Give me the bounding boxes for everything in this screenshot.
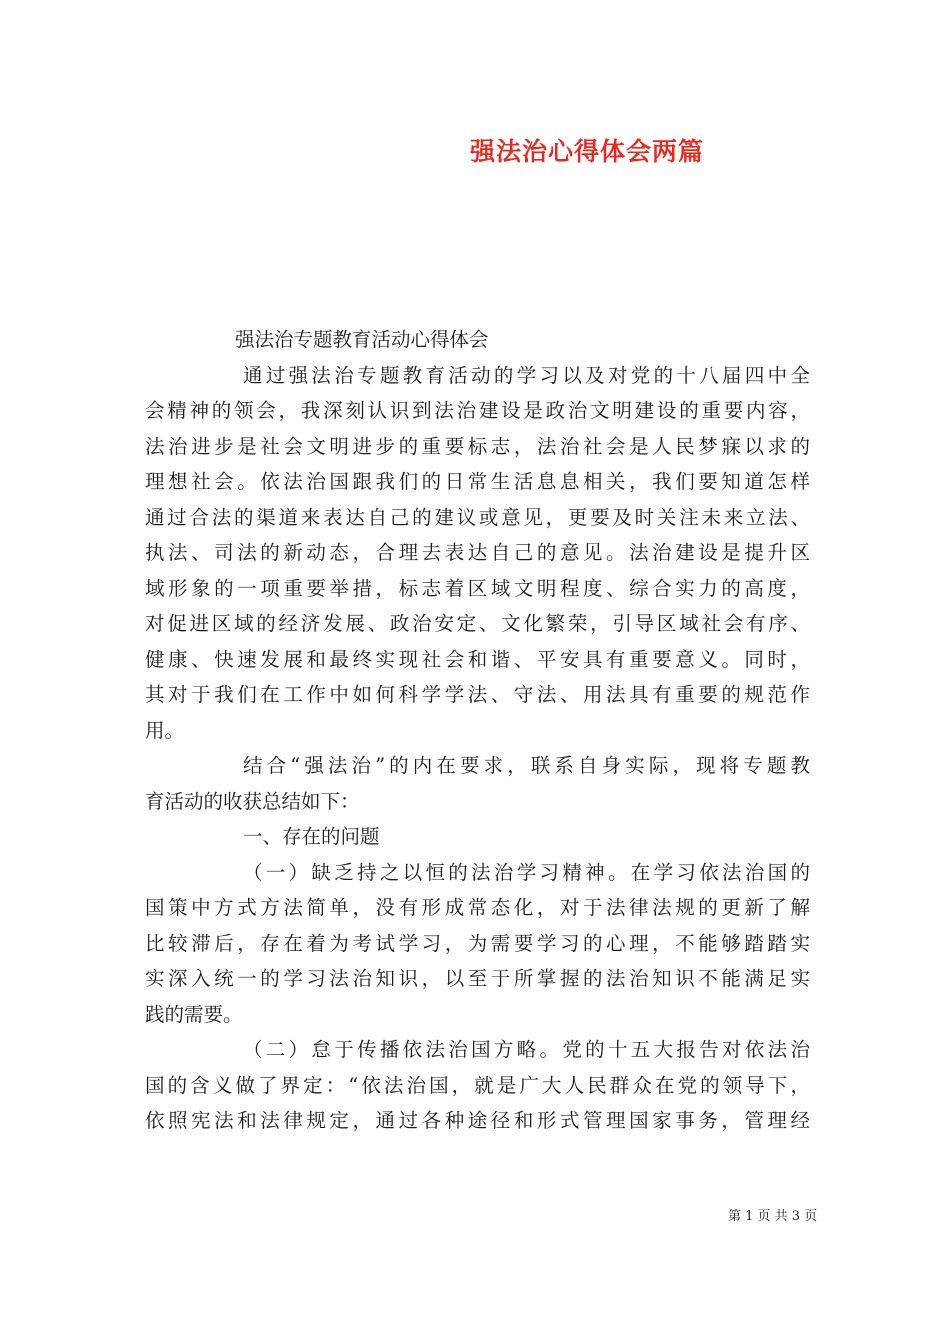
text-line: 育活动的收获总结如下： xyxy=(145,789,360,813)
text-line: 其对于我们在工作中如何科学学法、守法、用法具有重要的规范作 xyxy=(145,683,810,706)
text-line: 健康、快速发展和最终实现社会和谐、平安具有重要意义。同时， xyxy=(145,647,810,671)
document-title: 强法治心得体会两篇 xyxy=(470,137,705,166)
text-line: 比较滞后，存在着为考试学习，为需要学习的心理，不能够踏踏实 xyxy=(145,931,810,955)
text-line: 一、存在的问题 xyxy=(243,825,380,848)
text-line: 强法治专题教育活动心得体会 xyxy=(235,328,489,351)
page-number: 第 1 页 共 3 页 xyxy=(728,1209,818,1224)
text-line: 法治进步是社会文明进步的重要标志，法治社会是人民梦寐以求的 xyxy=(145,434,810,458)
text-line: 结合“强法治”的内在要求，联系自身实际，现将专题教 xyxy=(243,754,810,777)
text-line: 通过合法的渠道来表达自己的建议或意见，更要及时关注未来立法、 xyxy=(145,505,810,529)
text-line: 依照宪法和法律规定，通过各种途径和形式管理国家事务，管理经 xyxy=(145,1109,810,1132)
text-line: 通过强法治专题教育活动的学习以及对党的十八届四中全 xyxy=(243,363,810,387)
text-line: 国的含义做了界定：“依法治国，就是广大人民群众在党的领导下， xyxy=(145,1073,810,1097)
document-body xyxy=(145,322,810,1139)
text-line: 对促进区域的经济发展、政治安定、文化繁荣，引导区域社会有序、 xyxy=(145,612,810,635)
text-line: 域形象的一项重要举措，标志着区域文明程度、综合实力的高度， xyxy=(145,576,810,600)
text-line: 用。 xyxy=(145,718,185,742)
text-line: 实深入统一的学习法治知识，以至于所掌握的法治知识不能满足实 xyxy=(145,967,810,990)
text-line: 践的需要。 xyxy=(145,1002,243,1026)
text-line: 国策中方式方法简单，没有形成常态化，对于法律法规的更新了解 xyxy=(145,896,810,919)
text-line: 会精神的领会，我深刻认识到法治建设是政治文明建设的重要内容， xyxy=(145,399,810,422)
text-line: 执法、司法的新动态，合理去表达自己的意见。法治建设是提升区 xyxy=(145,541,810,564)
text-line: （一）缺乏持之以恒的法治学习精神。在学习依法治国的 xyxy=(243,860,810,884)
text-line: 理想社会。依法治国跟我们的日常生活息息相关，我们要知道怎样 xyxy=(145,470,810,493)
text-line: （二）怠于传播依法治国方略。党的十五大报告对依法治 xyxy=(243,1038,810,1061)
